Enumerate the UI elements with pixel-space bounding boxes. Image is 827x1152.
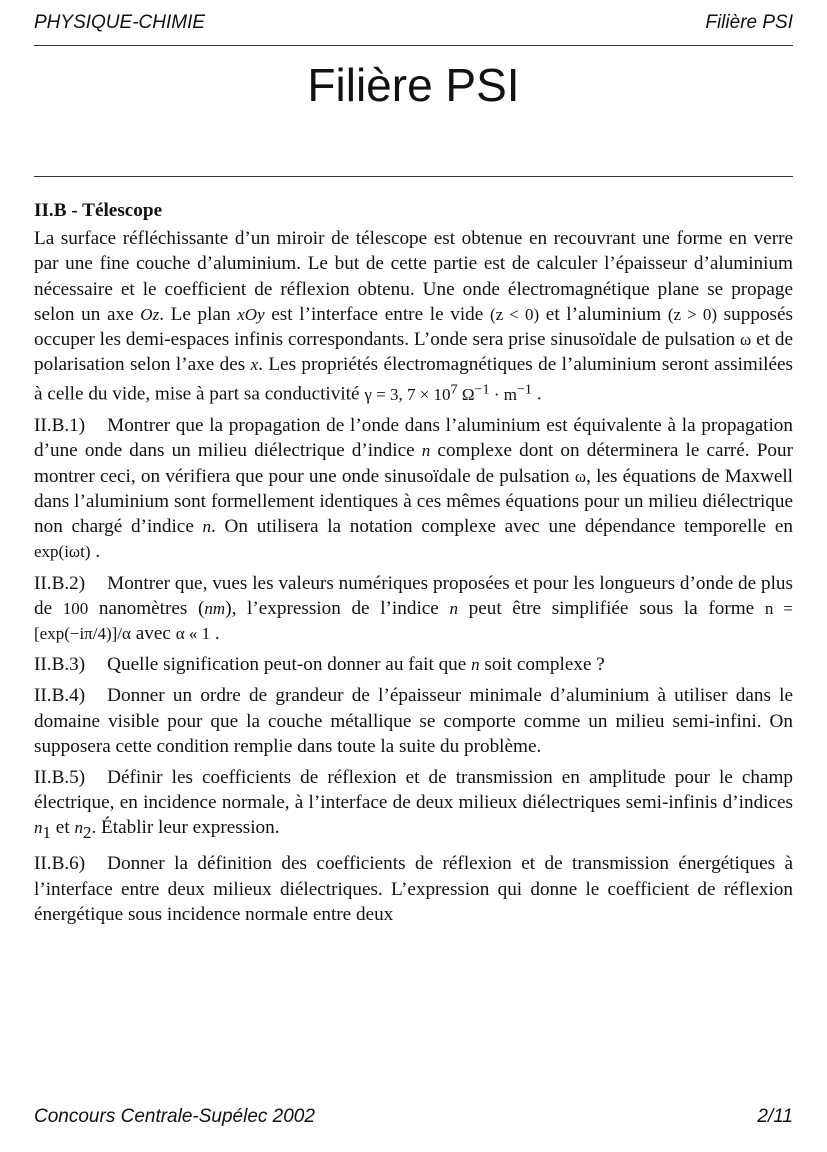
question-1: II.B.1) Montrer que la propagation de l’onde dans l’aluminium est équivalente à la propagation d’une onde dans un milieu diélectrique d’indice n complexe dont on déterminera le carré. Pour montrer ceci, on vérifiera que pour une onde sinusoïdale de pulsation ω, les équations de Maxwell dans l’aluminium sont formellement identiques à ces mêmes équations pour un milieu diélectrique non chargé d’indice n. On utilisera la notation complexe avec une dépendance temporelle en exp(iωt) . [34,415,793,563]
footer-contest: Concours Centrale-Supélec 2002 [34,1106,315,1127]
header-track: Filière PSI [705,12,793,33]
title-rule [34,176,793,177]
header-subject: PHYSIQUE-CHIMIE [34,12,206,33]
index-formula: n = [exp(−iπ/4)]/α [34,598,794,643]
intro-paragraph: La surface réfléchissante d’un miroir de télescope est obtenue en recouvrant une forme en verre par une fine couche d’aluminium. Le but de cette partie est de calculer l’épaisseur d’aluminium nécessaire et le coefficient de réflexion obtenu. Une onde électromagnétique plane se propage selon un axe Oz. Le plan xOy est l’interface entre le vide (z < 0) et l’aluminium (z > 0) supposés occuper les demi-espaces infinis correspondants. L’onde sera prise sinusoïdale de pulsation ω et de polarisation selon l’axe des x. Les propriétés électromagnétiques de l’aluminium seront assimilées à celle du vide, mise à part sa conductivité γ = 3, $7 \times 10^7$ $\Omega^{-1} \cdot m^{-1}$ . [34,228,794,406]
section-title: II.B - Télescope [34,200,163,221]
question-5: II.B.5) Définir les coefficients de réflexion et de transmission en amplitude pour le champ électrique, en incidence normale, à l’interface de deux milieux diélectriques semi-infinis d’indices $n_1$ et $n_2$. Établir leur expression. [34,766,793,843]
question-6: II.B.6) Donner la définition des coefficients de réflexion et de transmission énergétiques à l’interface entre deux milieux diélectriques. L’expression qui donne le coefficient de réflexion énergétique sous incidence normale entre deux [34,853,793,925]
question-3: II.B.3) Quelle signification peut-on donner au fait que n soit complexe ? [34,654,605,676]
conductivity-value: γ = 3, $7 \times 10^7$ $\Omega^{-1} \cdot m^{-1}$ [364,381,533,405]
main-content [34,198,793,933]
page-title: Filière PSI [307,59,520,111]
question-4: II.B.4) Donner un ordre de grandeur de l’épaisseur minimale d’aluminium à utiliser dans le domaine visible pour que la couche métallique se comporte comme un milieu semi-infini. On supposera cette condition remplie dans toute la suite du problème. [34,685,793,757]
footer-page-number: 2/11 [757,1106,793,1127]
header-rule [34,45,793,46]
question-2: II.B.2) Montrer que, vues les valeurs numériques proposées et pour les longueurs d’onde de plus de 100 nanomètres (nm), l’expression de l’indice n peut être simplifiée sous la forme n = [exp(−iπ/4)]/α avec α « 1 . [34,572,794,644]
